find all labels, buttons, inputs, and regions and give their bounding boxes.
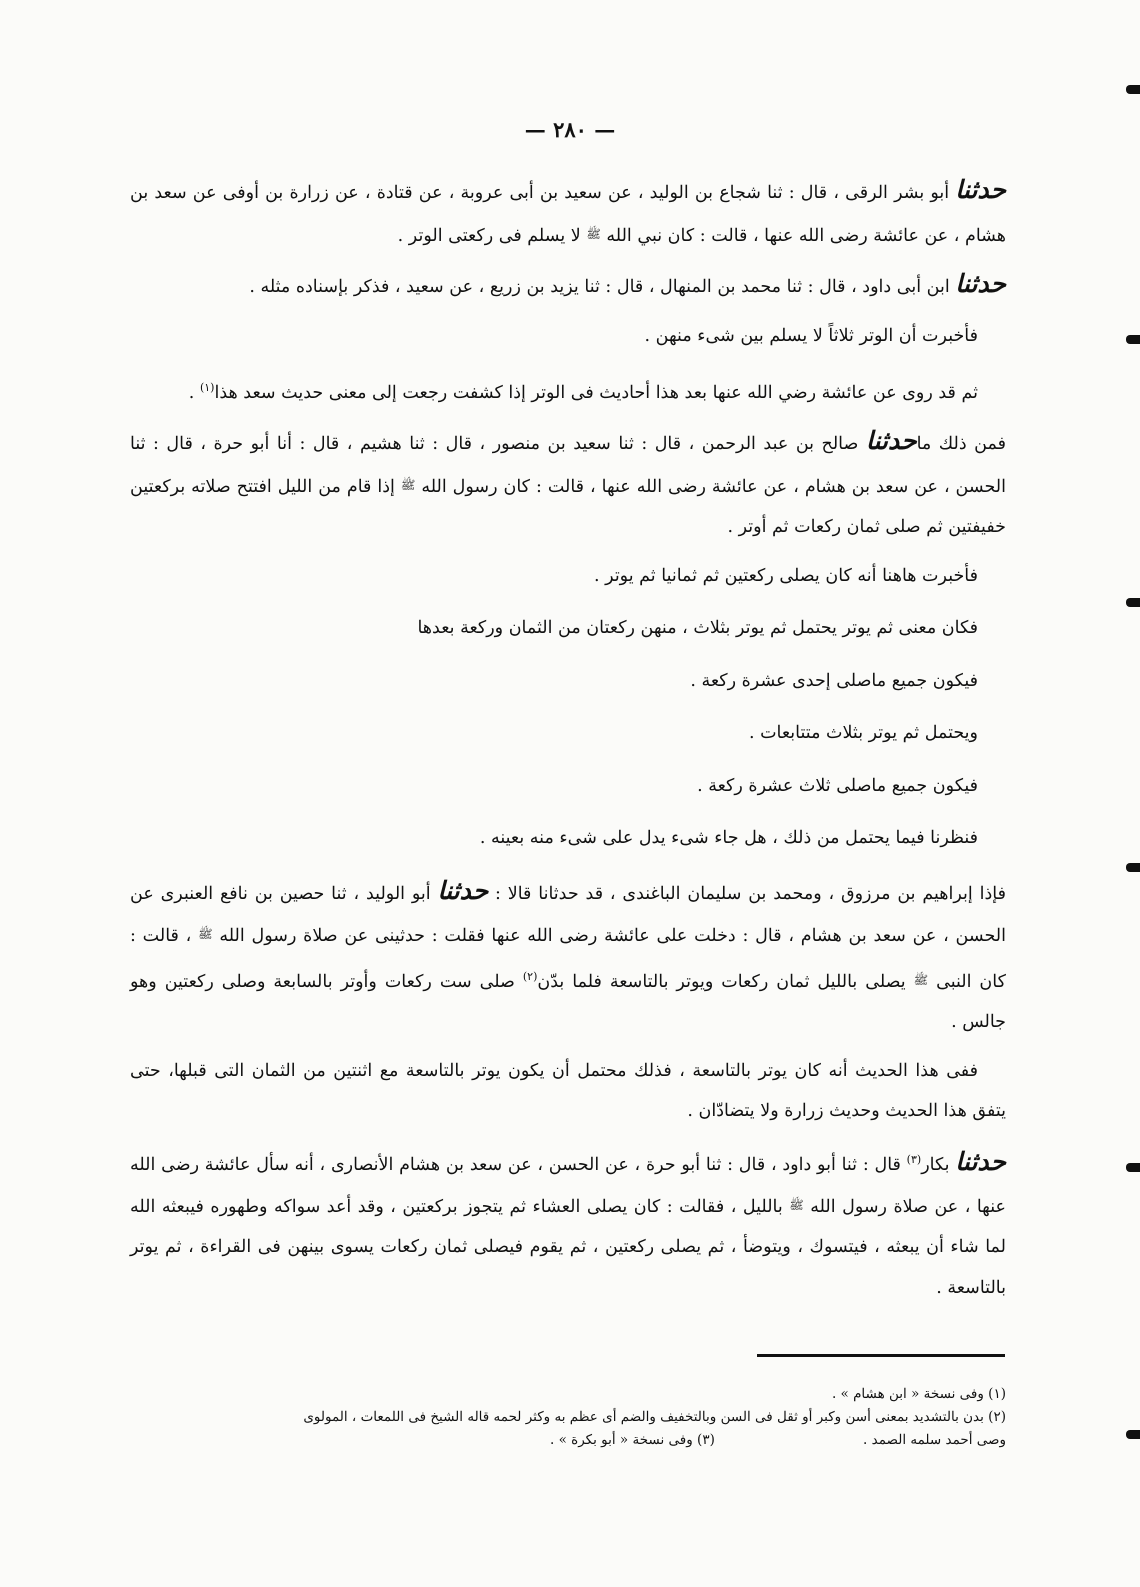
paragraph — [130, 1140, 1006, 1309]
text-span: ، قالت : كان النبى — [130, 926, 1006, 992]
paragraph: فيكون جميع ماصلى ثلاث عشرة ركعة . — [697, 775, 978, 796]
paragraph — [130, 368, 1006, 413]
paragraph: فأخبرت هاهنا أنه كان يصلى ركعتين ثم ثمانيا ثم يوتر . — [594, 565, 978, 586]
paragraph — [130, 264, 1006, 308]
haddathana-heading: حدثنا — [955, 175, 1006, 204]
text-span: ابن أبى داود ، قال : ثنا محمد بن المنهال ، قال : ثنا يزيد بن زريع ، عن سعيد ، فذكر بإسناده مثله . — [249, 277, 950, 297]
paragraph: فيكون جميع ماصلى إحدى عشرة ركعة . — [690, 670, 978, 691]
footnote-ref: (٣) — [906, 1152, 922, 1166]
text-span: فمن ذلك ما — [916, 434, 1006, 455]
text-span: يصلى بالليل ثمان ركعات ويوتر بالتاسعة فلما بدّن — [537, 971, 906, 992]
page-edge-mark — [1126, 85, 1140, 94]
text-span: . — [188, 382, 200, 403]
text-span: إذا قام من الليل افتتح صلاته بركعتين خفيفتين ثم صلى ثمان ركعات ثم أوتر . — [130, 476, 1006, 538]
footnotes — [130, 1383, 1006, 1452]
footnote-ref: (٢) — [522, 969, 538, 983]
page-edge-mark — [1126, 1163, 1140, 1172]
paragraph — [130, 421, 1006, 548]
text-span: بكار — [921, 1154, 950, 1175]
footnote: (٢) بدن بالتشديد بمعنى أسن وكبر أو ثقل فى السن وبالتخفيف والضم أى عظم به وكثر لحمه قاله الشيخ فى اللمعات ، المولوى — [303, 1409, 1006, 1425]
salawat-glyph: ﷺ — [198, 927, 213, 942]
haddathana-heading: حدثنا — [865, 426, 917, 456]
salawat-glyph: ﷺ — [586, 226, 601, 241]
paragraph: فأخبرت أن الوتر ثلاثاً لا يسلم بين شىء منهن . — [644, 325, 978, 346]
footnote-divider — [757, 1354, 1005, 1357]
footnote: (٣) وفى نسخة « أبو بكرة » . — [550, 1432, 715, 1448]
paragraph — [130, 871, 1006, 1043]
text-span: قال : ثنا أبو داود ، قال : ثنا أبو حرة ، عن الحسن ، عن سعد بن هشام الأنصارى ، أنه سأل عائشة رضى الله عنها ، عن صلاة رسول الله — [130, 1154, 1006, 1217]
haddathana-heading: حدثنا — [955, 1146, 1006, 1176]
salawat-glyph: ﷺ — [913, 972, 929, 987]
page-edge-mark — [1126, 598, 1140, 607]
page-edge-mark — [1126, 1430, 1140, 1439]
page-edge-mark — [1126, 863, 1140, 872]
text-span: صالح بن عبد الرحمن ، قال : ثنا سعيد بن منصور ، قال : ثنا هشيم ، قال : أنا أبو حرة ، قال : ثنا الحسن ، عن سعد بن هشام ، عن عائشة رضى الله عنها ، قالت : كان رسول الله — [130, 434, 1006, 497]
page-number: — ٢٨٠ — — [524, 117, 616, 142]
text-span: أبو الوليد ، ثنا حصين بن نافع العنبرى عن الحسن ، عن سعد بن هشام ، قال : دخلت على عائشة رضى الله عنها فقلت : حدثينى عن صلاة رسول الله — [130, 883, 1006, 947]
haddathana-heading: حدثنا — [437, 875, 489, 905]
haddathana-heading: حدثنا — [955, 269, 1006, 298]
salawat-glyph: ﷺ — [789, 1197, 804, 1212]
text-span: ثم قد روى عن عائشة رضي الله عنها بعد هذا أحاديث فى الوتر إذا كشفت رجعت إلى معنى حديث سعد هذا — [214, 382, 978, 403]
paragraph: ففى هذا الحديث أنه كان يوتر بالتاسعة ، فذلك محتمل أن يكون يوتر بالتاسعة مع اثنتين من الثمان التى قبلها، حتى يتفق هذا الحديث وحديث زرارة ولا يتضادّان . — [130, 1060, 1006, 1122]
footnote: وصى أحمد سلمه الصمد . — [863, 1432, 1006, 1448]
paragraph — [130, 170, 1006, 256]
text-span: صلى ست ركعات وأوتر بالسابعة وصلى ركعتين وهو جالس . — [130, 971, 1006, 1033]
page-edge-mark — [1126, 335, 1140, 344]
footnote-ref: (١) — [199, 381, 215, 394]
paragraph: فنظرنا فيما يحتمل من ذلك ، هل جاء شىء يدل على شىء منه بعينه . — [479, 828, 978, 849]
main-text — [130, 170, 1006, 1316]
text-span: لا يسلم فى ركعتى الوتر . — [397, 225, 581, 246]
text-span: فإذا إبراهيم بن مرزوق ، ومحمد بن سليمان الباغندى ، قد حدثانا قالا : — [495, 883, 1006, 904]
footnote: (١) وفى نسخة « ابن هشام » . — [831, 1386, 1006, 1402]
salawat-glyph: ﷺ — [400, 477, 416, 492]
text-span: بالليل ، فقالت : كان يصلى العشاء ثم يتجوز بركعتين ، وقد أعد سواكه وطهوره فيبعثه الله لما شاء أن يبعثه ، فيتسوك ، ويتوضأ ، ثم يصلى ركعتين ، ثم يقوم فيصلى ثمان ركعات يسوى بينهن فى القراءة ، ثم يوتر بالتاسعة . — [130, 1196, 1006, 1298]
paragraph: ويحتمل ثم يوتر بثلاث متتابعات . — [748, 723, 978, 744]
paragraph: فكان معنى ثم يوتر يحتمل ثم يوتر بثلاث ، منهن ركعتان من الثمان وركعة بعدها — [417, 618, 978, 639]
text-span: أبو بشر الرقى ، قال : ثنا شجاع بن الوليد ، عن سعيد بن أبى عروبة ، عن قتادة ، عن زرارة بن أوفى عن سعد بن هشام ، عن عائشة رضى الله عنها ، قالت : كان نبي الله — [130, 183, 1006, 246]
footnote-row — [130, 1429, 1006, 1452]
